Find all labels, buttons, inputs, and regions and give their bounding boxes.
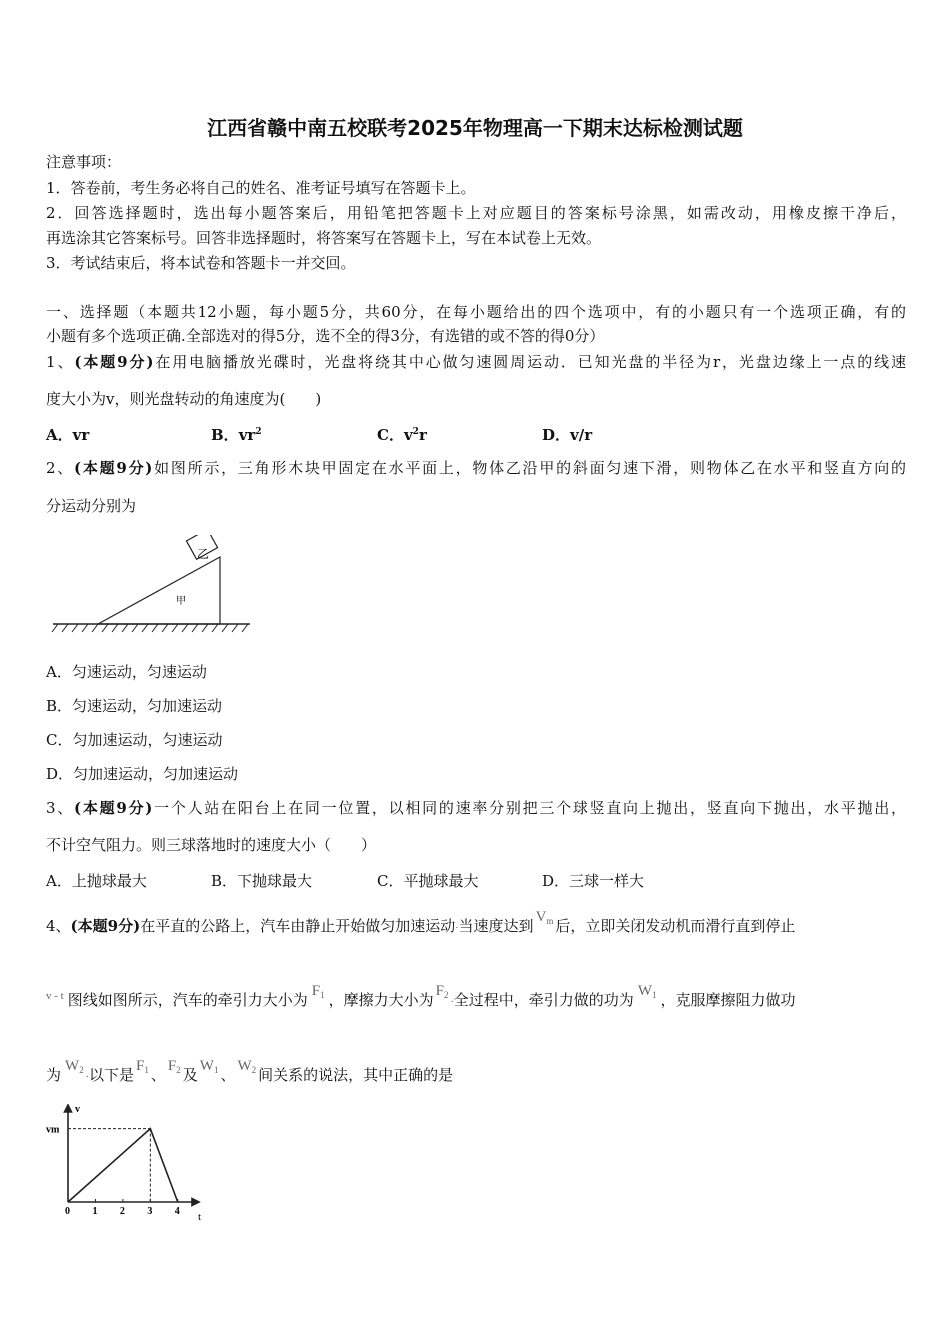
x-tick-label: 1 bbox=[92, 1206, 98, 1217]
vt-graph bbox=[44, 1104, 204, 1228]
notice-heading: 注意事项： bbox=[46, 153, 122, 171]
q4-line-3: 为 $W_2\cdot$以下是 $F_1$ 、 $F_2$ 及 $W_1$ 、 $W_2$ 间关系的说法，其中正确的是 bbox=[46, 1058, 454, 1084]
ground-hatching bbox=[52, 624, 248, 632]
q1-tag: (本题9分) bbox=[74, 353, 154, 371]
q1-option-d[interactable]: D．v/r bbox=[542, 426, 593, 444]
notice-item-2: 2．回答选择题时，选出每小题答案后，用铅笔把答题卡上对应题目的答案标号涂黑，如需改动，用橡皮擦干净后， bbox=[46, 204, 906, 222]
q2-option-c[interactable]: C．匀加速运动，匀速运动 bbox=[46, 731, 223, 749]
q3-line-1 bbox=[46, 798, 906, 818]
q2-option-a[interactable]: A．匀速运动，匀速运动 bbox=[46, 663, 207, 681]
q3-number: 3、 bbox=[46, 799, 75, 817]
x-tick-label: 2 bbox=[119, 1206, 125, 1217]
q1-option-b[interactable]: B．$vr^2$ bbox=[211, 426, 262, 444]
f1-symbol: $F_1$ bbox=[311, 983, 325, 1000]
section-line-1: 一、选择题（本题共12小题，每小题5分，共60分，在每小题给出的四个选项中，有的小题只有一个选项正确，有的 bbox=[46, 303, 906, 321]
section-line-2: 小题有多个选项正确.全部选对的得5分，选不全的得3分，有选错的或不答的得0分） bbox=[46, 327, 605, 345]
x-tick-label: 3 bbox=[147, 1206, 153, 1217]
q3-line-2: 不计空气阻力。则三球落地时的速度大小（ ） bbox=[46, 836, 377, 854]
incline-figure bbox=[50, 535, 260, 635]
q2-tag: (本题9分) bbox=[74, 459, 153, 477]
f2-symbol-2: $F_2$ bbox=[167, 1058, 181, 1075]
f1-symbol-2: $F_1$ bbox=[136, 1058, 149, 1075]
q3-option-c[interactable]: C．平抛球最大 bbox=[377, 872, 479, 890]
wedge-label: 甲 bbox=[176, 596, 186, 607]
x-tick-label: 0 bbox=[65, 1206, 70, 1217]
q3-tag: (本题9分) bbox=[74, 799, 153, 817]
vt-symbol: v - t bbox=[46, 990, 64, 1002]
q4-number: 4、 bbox=[46, 917, 71, 935]
q3-text-1: 一个人站在阳台上在同一位置，以相同的速率分别把三个球竖直向上抛出，竖直向下抛出，水平抛出， bbox=[152, 799, 907, 817]
q3-option-b[interactable]: B．下抛球最大 bbox=[211, 872, 313, 890]
notice-item-1: 1．答卷前，考生务必将自己的姓名、准考证号填写在答题卡上。 bbox=[46, 179, 476, 197]
q2-option-b[interactable]: B．匀速运动，匀加速运动 bbox=[46, 697, 223, 715]
w2-symbol: $W_2$ bbox=[65, 1058, 84, 1075]
vt-series-line bbox=[68, 1129, 178, 1202]
w2-symbol-2: $W_2$ bbox=[237, 1058, 257, 1075]
q1-text-1: 在用电脑播放光碟时，光盘将绕其中心做匀速圆周运动．已知光盘的半径为r，光盘边缘上一点的线速 bbox=[153, 353, 906, 371]
notice-item-2-cont: 再选涂其它答案标号。回答非选择题时，将答案写在答题卡上，写在本试卷上无效。 bbox=[46, 229, 602, 247]
q1-number: 1、 bbox=[46, 353, 75, 371]
page-title: 江西省赣中南五校联考2025年物理高一下期末达标检测试题 bbox=[207, 116, 743, 140]
x-tick-label: 4 bbox=[174, 1206, 180, 1217]
q1-line-1 bbox=[46, 352, 906, 372]
q4-line-1: 4、(本题9分)在平直的公路上，汽车由静止开始做匀加速运动·当速度达到 $V_m$ 后，立即关闭发动机而滑行直到停止 bbox=[46, 909, 796, 935]
x-axis-label: t bbox=[198, 1211, 202, 1223]
q4-line-2: $^{v - t}$ 图线如图所示，汽车的牵引力大小为 $F_1$ ，摩擦力大小为 $F_2\cdot$全过程中，牵引力做的功为 $W_1$ ，克服摩擦阻力做功 bbox=[46, 983, 796, 1009]
q2-option-d[interactable]: D．匀加速运动，匀加速运动 bbox=[46, 765, 239, 783]
q1-option-a[interactable]: A．vr bbox=[46, 426, 90, 444]
wedge-jia bbox=[98, 557, 220, 624]
block-label: 乙 bbox=[196, 547, 210, 561]
w1-symbol-2: $W_1$ bbox=[199, 1058, 219, 1075]
q1-line-2: 度大小为v，则光盘转动的角速度为( ) bbox=[46, 390, 322, 408]
q3-option-a[interactable]: A．上抛球最大 bbox=[46, 872, 147, 890]
y-tick-label: vm bbox=[46, 1124, 60, 1136]
q4-tag: (本题9分) bbox=[70, 917, 141, 935]
q2-text-1: 如图所示，三角形木块甲固定在水平面上，物体乙沿甲的斜面匀速下滑，则物体乙在水平和竖直方向的 bbox=[152, 459, 907, 477]
q1-option-c[interactable]: C．$v^2r$ bbox=[377, 426, 427, 444]
q2-number: 2、 bbox=[46, 459, 75, 477]
w1-symbol: $W_1$ bbox=[637, 983, 657, 1000]
vm-symbol: $V_m$ bbox=[535, 909, 554, 926]
q3-option-d[interactable]: D．三球一样大 bbox=[542, 872, 645, 890]
q2-line-1 bbox=[46, 458, 906, 478]
notice-item-3: 3．考试结束后，将本试卷和答题卡一并交回。 bbox=[46, 254, 356, 272]
y-axis-label: v bbox=[75, 1104, 80, 1115]
q2-line-2: 分运动分别为 bbox=[46, 497, 137, 515]
f2-symbol: $F_2$ bbox=[435, 983, 449, 1000]
